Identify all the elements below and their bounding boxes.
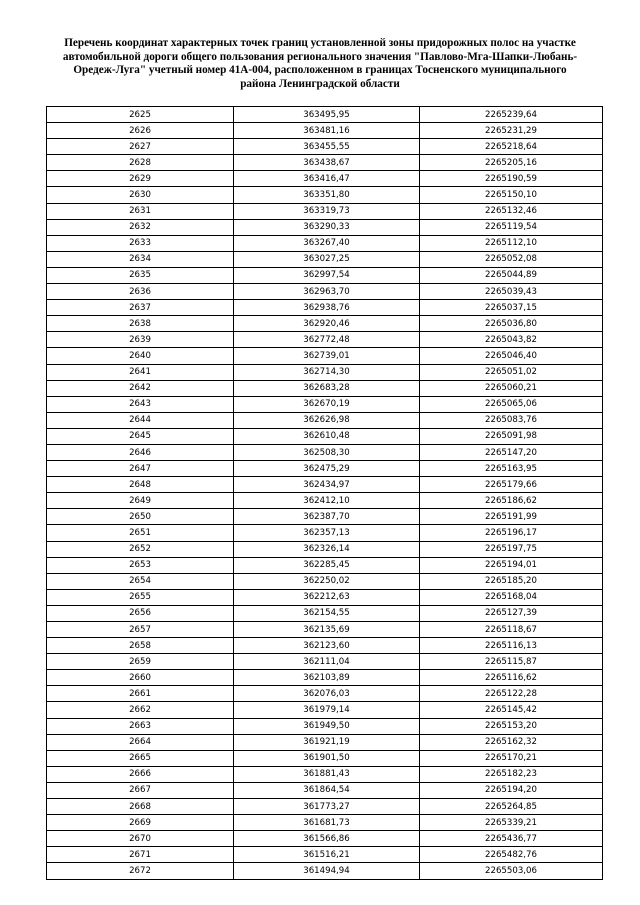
point-number-cell: 2661 [47,686,234,702]
point-number-cell: 2659 [47,654,234,670]
y-coordinate-cell: 2265116,62 [420,670,603,686]
y-coordinate-cell: 2265044,89 [420,267,603,283]
x-coordinate-cell: 362103,89 [234,670,420,686]
y-coordinate-cell: 2265194,01 [420,557,603,573]
x-coordinate-cell: 362434,97 [234,477,420,493]
x-coordinate-cell: 361566,86 [234,831,420,847]
y-coordinate-cell: 2265127,39 [420,605,603,621]
table-row [47,654,603,670]
title-line: Оредеж-Луга" учетный номер 41А-004, расположенном в границах Тосненского муниципального [73,64,567,77]
coordinates-table-body [47,107,603,880]
coordinates-table [46,106,603,880]
point-number-cell: 2666 [47,766,234,782]
table-row [47,831,603,847]
y-coordinate-cell: 2265118,67 [420,622,603,638]
x-coordinate-cell: 361979,14 [234,702,420,718]
point-number-cell: 2663 [47,718,234,734]
x-coordinate-cell: 362772,48 [234,332,420,348]
table-row [47,155,603,171]
point-number-cell: 2628 [47,155,234,171]
table-row [47,235,603,251]
table-row [47,219,603,235]
table-row [47,461,603,477]
table-row [47,557,603,573]
x-coordinate-cell: 363290,33 [234,219,420,235]
point-number-cell: 2664 [47,734,234,750]
y-coordinate-cell: 2265153,20 [420,718,603,734]
point-number-cell: 2642 [47,380,234,396]
x-coordinate-cell: 362670,19 [234,396,420,412]
x-coordinate-cell: 362683,28 [234,380,420,396]
y-coordinate-cell: 2265170,21 [420,750,603,766]
point-number-cell: 2629 [47,171,234,187]
table-row [47,766,603,782]
table-row [47,686,603,702]
y-coordinate-cell: 2265147,20 [420,444,603,460]
y-coordinate-cell: 2265186,62 [420,493,603,509]
y-coordinate-cell: 2265196,17 [420,525,603,541]
table-row [47,203,603,219]
point-number-cell: 2637 [47,300,234,316]
y-coordinate-cell: 2265197,75 [420,541,603,557]
point-number-cell: 2653 [47,557,234,573]
x-coordinate-cell: 361516,21 [234,847,420,863]
point-number-cell: 2672 [47,863,234,879]
table-row [47,734,603,750]
point-number-cell: 2657 [47,622,234,638]
table-row [47,444,603,460]
x-coordinate-cell: 363416,47 [234,171,420,187]
point-number-cell: 2638 [47,316,234,332]
table-row [47,348,603,364]
y-coordinate-cell: 2265145,42 [420,702,603,718]
title-line: Перечень координат характерных точек границ установленной зоны придорожных полос на участке [64,37,576,49]
point-number-cell: 2633 [47,235,234,251]
x-coordinate-cell: 363438,67 [234,155,420,171]
y-coordinate-cell: 2265339,21 [420,815,603,831]
y-coordinate-cell: 2265264,85 [420,799,603,815]
table-row [47,718,603,734]
table-row [47,123,603,139]
x-coordinate-cell: 361921,19 [234,734,420,750]
x-coordinate-cell: 362387,70 [234,509,420,525]
x-coordinate-cell: 363319,73 [234,203,420,219]
y-coordinate-cell: 2265083,76 [420,412,603,428]
table-row [47,799,603,815]
y-coordinate-cell: 2265115,87 [420,654,603,670]
y-coordinate-cell: 2265037,15 [420,300,603,316]
point-number-cell: 2652 [47,541,234,557]
y-coordinate-cell: 2265231,29 [420,123,603,139]
point-number-cell: 2670 [47,831,234,847]
table-row [47,509,603,525]
title-line: района Ленинградской области [240,77,400,90]
table-row [47,477,603,493]
y-coordinate-cell: 2265043,82 [420,332,603,348]
x-coordinate-cell: 363481,16 [234,123,420,139]
y-coordinate-cell: 2265163,95 [420,461,603,477]
point-number-cell: 2656 [47,605,234,621]
point-number-cell: 2635 [47,267,234,283]
x-coordinate-cell: 362250,02 [234,573,420,589]
x-coordinate-cell: 362714,30 [234,364,420,380]
table-row [47,267,603,283]
table-row [47,525,603,541]
x-coordinate-cell: 361901,50 [234,750,420,766]
y-coordinate-cell: 2265239,64 [420,107,603,123]
point-number-cell: 2647 [47,461,234,477]
point-number-cell: 2669 [47,815,234,831]
table-row [47,863,603,879]
table-row [47,300,603,316]
x-coordinate-cell: 362963,70 [234,284,420,300]
table-row [47,332,603,348]
table-row [47,412,603,428]
point-number-cell: 2643 [47,396,234,412]
y-coordinate-cell: 2265036,80 [420,316,603,332]
table-row [47,573,603,589]
x-coordinate-cell: 363455,55 [234,139,420,155]
x-coordinate-cell: 362212,63 [234,589,420,605]
y-coordinate-cell: 2265039,43 [420,284,603,300]
x-coordinate-cell: 362326,14 [234,541,420,557]
table-row [47,493,603,509]
y-coordinate-cell: 2265168,04 [420,589,603,605]
y-coordinate-cell: 2265179,66 [420,477,603,493]
point-number-cell: 2649 [47,493,234,509]
y-coordinate-cell: 2265185,20 [420,573,603,589]
table-row [47,605,603,621]
table-row [47,670,603,686]
table-row [47,284,603,300]
table-row [47,396,603,412]
point-number-cell: 2631 [47,203,234,219]
point-number-cell: 2668 [47,799,234,815]
table-row [47,171,603,187]
x-coordinate-cell: 362135,69 [234,622,420,638]
document-title [40,37,600,91]
point-number-cell: 2626 [47,123,234,139]
y-coordinate-cell: 2265436,77 [420,831,603,847]
point-number-cell: 2651 [47,525,234,541]
y-coordinate-cell: 2265205,16 [420,155,603,171]
x-coordinate-cell: 361864,54 [234,782,420,798]
y-coordinate-cell: 2265091,98 [420,428,603,444]
y-coordinate-cell: 2265116,13 [420,638,603,654]
y-coordinate-cell: 2265052,08 [420,251,603,267]
point-number-cell: 2645 [47,428,234,444]
table-row [47,380,603,396]
table-row [47,364,603,380]
x-coordinate-cell: 361773,27 [234,799,420,815]
y-coordinate-cell: 2265482,76 [420,847,603,863]
x-coordinate-cell: 363495,95 [234,107,420,123]
y-coordinate-cell: 2265122,28 [420,686,603,702]
table-row [47,782,603,798]
y-coordinate-cell: 2265182,23 [420,766,603,782]
point-number-cell: 2632 [47,219,234,235]
x-coordinate-cell: 362508,30 [234,444,420,460]
point-number-cell: 2648 [47,477,234,493]
x-coordinate-cell: 363267,40 [234,235,420,251]
x-coordinate-cell: 362123,60 [234,638,420,654]
table-row [47,622,603,638]
point-number-cell: 2625 [47,107,234,123]
point-number-cell: 2630 [47,187,234,203]
y-coordinate-cell: 2265065,06 [420,396,603,412]
table-row [47,541,603,557]
x-coordinate-cell: 362997,54 [234,267,420,283]
x-coordinate-cell: 362154,55 [234,605,420,621]
table-row [47,750,603,766]
y-coordinate-cell: 2265191,99 [420,509,603,525]
y-coordinate-cell: 2265132,46 [420,203,603,219]
table-row [47,702,603,718]
y-coordinate-cell: 2265162,32 [420,734,603,750]
x-coordinate-cell: 362475,29 [234,461,420,477]
point-number-cell: 2640 [47,348,234,364]
y-coordinate-cell: 2265046,40 [420,348,603,364]
point-number-cell: 2627 [47,139,234,155]
y-coordinate-cell: 2265218,64 [420,139,603,155]
point-number-cell: 2654 [47,573,234,589]
y-coordinate-cell: 2265150,10 [420,187,603,203]
point-number-cell: 2634 [47,251,234,267]
y-coordinate-cell: 2265060,21 [420,380,603,396]
x-coordinate-cell: 362357,13 [234,525,420,541]
point-number-cell: 2667 [47,782,234,798]
x-coordinate-cell: 361681,73 [234,815,420,831]
point-number-cell: 2665 [47,750,234,766]
x-coordinate-cell: 363351,80 [234,187,420,203]
table-row [47,139,603,155]
point-number-cell: 2636 [47,284,234,300]
point-number-cell: 2660 [47,670,234,686]
point-number-cell: 2671 [47,847,234,863]
x-coordinate-cell: 361881,43 [234,766,420,782]
y-coordinate-cell: 2265112,10 [420,235,603,251]
x-coordinate-cell: 362412,10 [234,493,420,509]
point-number-cell: 2646 [47,444,234,460]
table-row [47,638,603,654]
table-row [47,251,603,267]
x-coordinate-cell: 362739,01 [234,348,420,364]
table-row [47,316,603,332]
y-coordinate-cell: 2265194,20 [420,782,603,798]
table-row [47,187,603,203]
y-coordinate-cell: 2265190,59 [420,171,603,187]
point-number-cell: 2641 [47,364,234,380]
x-coordinate-cell: 362111,04 [234,654,420,670]
point-number-cell: 2644 [47,412,234,428]
y-coordinate-cell: 2265119,54 [420,219,603,235]
x-coordinate-cell: 362938,76 [234,300,420,316]
table-row [47,815,603,831]
point-number-cell: 2658 [47,638,234,654]
x-coordinate-cell: 362610,48 [234,428,420,444]
table-row [47,847,603,863]
y-coordinate-cell: 2265503,06 [420,863,603,879]
title-line: автомобильной дороги общего пользования регионального значения "Павлово-Мга-Шапки-Любань- [62,50,578,63]
x-coordinate-cell: 362076,03 [234,686,420,702]
table-row [47,589,603,605]
point-number-cell: 2662 [47,702,234,718]
x-coordinate-cell: 362626,98 [234,412,420,428]
x-coordinate-cell: 362920,46 [234,316,420,332]
table-row [47,428,603,444]
y-coordinate-cell: 2265051,02 [420,364,603,380]
point-number-cell: 2639 [47,332,234,348]
table-row [47,107,603,123]
point-number-cell: 2655 [47,589,234,605]
x-coordinate-cell: 361494,94 [234,863,420,879]
x-coordinate-cell: 363027,25 [234,251,420,267]
x-coordinate-cell: 361949,50 [234,718,420,734]
x-coordinate-cell: 362285,45 [234,557,420,573]
point-number-cell: 2650 [47,509,234,525]
